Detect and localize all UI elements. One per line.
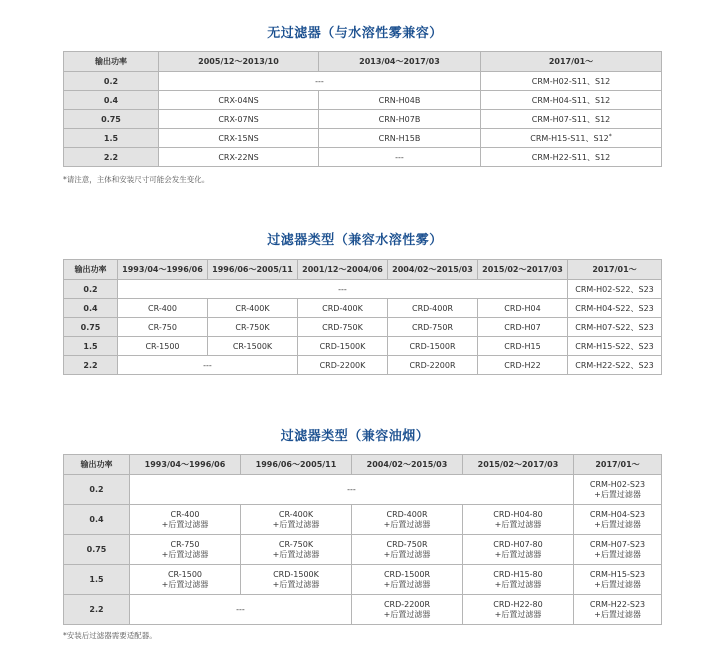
table3-header-row	[64, 455, 662, 475]
model-cell	[481, 129, 662, 148]
model-text: CRM-H02-S23	[589, 479, 646, 489]
model-cell: CRD-2200K	[298, 356, 388, 375]
suffix-text: +后置过滤器	[272, 549, 320, 559]
model-cell	[130, 505, 241, 535]
power-cell: 2.2	[64, 595, 130, 625]
model-cell	[352, 595, 463, 625]
power-cell: 0.2	[64, 280, 118, 299]
table2-header: 2001/12～2004/06	[298, 260, 388, 280]
model-cell: CRD-750R	[388, 318, 478, 337]
model-cell: CRD-H04	[478, 299, 568, 318]
table2-header: 1996/06～2005/11	[208, 260, 298, 280]
table3-title: 过滤器类型（兼容油烟）	[280, 429, 430, 444]
table1-header-row	[64, 52, 662, 72]
model-cell: CRM-H04-S22、S23	[568, 299, 662, 318]
model-cell: CRD-H07	[478, 318, 568, 337]
table1-note: *请注意，主体和安装尺寸可能会发生变化。	[63, 175, 210, 184]
model-cell: CRX-22NS	[159, 148, 319, 167]
table2-title: 过滤器类型（兼容水溶性雾）	[267, 233, 443, 248]
model-cell: CRX-15NS	[159, 129, 319, 148]
table1-title: 无过滤器（与水溶性雾兼容）	[267, 26, 443, 41]
model-cell: CRN-H07B	[319, 110, 481, 129]
model-cell: CRM-H22-S11、S12	[481, 148, 662, 167]
table2-header: 1993/04～1996/06	[118, 260, 208, 280]
power-cell: 0.75	[64, 318, 118, 337]
suffix-text: +后置过滤器	[383, 579, 431, 589]
suffix-text: +后置过滤器	[594, 519, 641, 529]
power-cell: 0.4	[64, 91, 159, 110]
power-cell: 0.4	[64, 299, 118, 318]
model-cell	[463, 535, 574, 565]
table2	[63, 259, 662, 375]
table-row	[64, 565, 662, 595]
table2-header-row	[64, 260, 662, 280]
suffix-text: +后置过滤器	[494, 519, 542, 529]
model-cell: CRD-H22	[478, 356, 568, 375]
table1	[63, 51, 662, 167]
table3-header: 1996/06～2005/11	[241, 455, 352, 475]
table-row	[64, 535, 662, 565]
suffix-text: +后置过滤器	[494, 609, 542, 619]
model-cell	[463, 565, 574, 595]
model-cell	[241, 505, 352, 535]
table3-header: 2017/01～	[574, 455, 662, 475]
model-cell: CRM-H15-S22、S23	[568, 337, 662, 356]
suffix-text: +后置过滤器	[594, 609, 641, 619]
model-cell: CRD-2200R	[388, 356, 478, 375]
model-cell: CRX-04NS	[159, 91, 319, 110]
model-cell: CRM-H02-S22、S23	[568, 280, 662, 299]
suffix-text: +后置过滤器	[494, 579, 542, 589]
table-row	[64, 148, 662, 167]
table-row	[64, 318, 662, 337]
power-cell: 0.75	[64, 110, 159, 129]
table3-header: 1993/04～1996/06	[130, 455, 241, 475]
model-cell	[574, 595, 662, 625]
table1-header: 2013/04～2017/03	[319, 52, 481, 72]
model-cell: CR-750K	[208, 318, 298, 337]
table-row	[64, 110, 662, 129]
model-text: CR-1500	[167, 569, 203, 579]
table1-header: 2005/12～2013/10	[159, 52, 319, 72]
model-text: CRD-400R	[386, 509, 428, 519]
model-text: CRD-H07-80	[493, 539, 543, 549]
suffix-text: +后置过滤器	[383, 519, 431, 529]
model-cell: CRM-H22-S22、S23	[568, 356, 662, 375]
model-cell: CRD-400R	[388, 299, 478, 318]
power-cell: 2.2	[64, 356, 118, 375]
suffix-text: +后置过滤器	[594, 579, 641, 589]
table2-header: 2004/02～2015/03	[388, 260, 478, 280]
suffix-text: +后置过滤器	[161, 519, 209, 529]
model-text: CR-400	[170, 509, 200, 519]
table-row	[64, 129, 662, 148]
table-row	[64, 475, 662, 505]
footnote-mark: *	[608, 132, 612, 140]
model-cell: CRD-400K	[298, 299, 388, 318]
model-cell: CR-400	[118, 299, 208, 318]
suffix-text: +后置过滤器	[594, 489, 641, 499]
model-text: CR-750K	[278, 539, 314, 549]
model-cell: CR-400K	[208, 299, 298, 318]
table-row	[64, 299, 662, 318]
model-cell	[130, 535, 241, 565]
empty-cell: ---	[130, 595, 352, 625]
model-cell	[463, 505, 574, 535]
model-cell: CR-750	[118, 318, 208, 337]
table-row	[64, 91, 662, 110]
table1-header: 2017/01～	[481, 52, 662, 72]
power-cell: 1.5	[64, 337, 118, 356]
power-cell: 0.4	[64, 505, 130, 535]
empty-cell: ---	[118, 280, 568, 299]
model-cell: CR-1500	[118, 337, 208, 356]
model-cell	[352, 565, 463, 595]
model-cell: CRN-H15B	[319, 129, 481, 148]
empty-cell: ---	[319, 148, 481, 167]
suffix-text: +后置过滤器	[383, 549, 431, 559]
table-row	[64, 505, 662, 535]
empty-cell: ---	[130, 475, 574, 505]
model-text: CRD-1500K	[273, 569, 319, 579]
model-cell	[352, 535, 463, 565]
table2-header: 2017/01～	[568, 260, 662, 280]
power-cell: 1.5	[64, 565, 130, 595]
model-cell: CRM-H07-S22、S23	[568, 318, 662, 337]
model-text: CRD-H15-80	[493, 569, 543, 579]
model-text: CRM-H07-S23	[589, 539, 646, 549]
suffix-text: +后置过滤器	[161, 579, 209, 589]
table-row	[64, 280, 662, 299]
table-row	[64, 72, 662, 91]
model-cell: CRD-750K	[298, 318, 388, 337]
table-row	[64, 337, 662, 356]
model-text: CRD-2200R	[383, 599, 431, 609]
power-cell: 0.75	[64, 535, 130, 565]
model-cell: CRD-1500R	[388, 337, 478, 356]
model-cell	[130, 565, 241, 595]
power-cell: 0.2	[64, 475, 130, 505]
power-cell: 0.2	[64, 72, 159, 91]
model-text: CRM-H22-S23	[589, 599, 646, 609]
model-cell: CRM-H04-S11、S12	[481, 91, 662, 110]
table2-header: 输出功率	[64, 260, 118, 280]
model-text: CR-400K	[278, 509, 314, 519]
table3-header: 2015/02～2017/03	[463, 455, 574, 475]
model-cell	[574, 505, 662, 535]
empty-cell: ---	[118, 356, 298, 375]
model-text: CRD-750R	[386, 539, 428, 549]
table1-header: 输出功率	[64, 52, 159, 72]
model-text: CRD-H04-80	[493, 509, 543, 519]
model-text: CRM-H04-S23	[589, 509, 646, 519]
suffix-text: +后置过滤器	[594, 549, 641, 559]
table-row	[64, 595, 662, 625]
table3-note: *安装后过滤器需要适配器。	[63, 631, 157, 640]
model-cell	[352, 505, 463, 535]
suffix-text: +后置过滤器	[383, 609, 431, 619]
model-cell: CRD-1500K	[298, 337, 388, 356]
suffix-text: +后置过滤器	[272, 519, 320, 529]
model-cell	[241, 535, 352, 565]
table3-header: 输出功率	[64, 455, 130, 475]
model-cell	[574, 535, 662, 565]
model-cell: CR-1500K	[208, 337, 298, 356]
model-cell	[574, 565, 662, 595]
model-cell	[463, 595, 574, 625]
power-cell: 1.5	[64, 129, 159, 148]
model-cell: CRM-H02-S11、S12	[481, 72, 662, 91]
table3	[63, 454, 662, 625]
suffix-text: +后置过滤器	[161, 549, 209, 559]
model-cell: CRX-07NS	[159, 110, 319, 129]
model-text: CR-750	[170, 539, 200, 549]
model-text: CRM-H15-S23	[589, 569, 646, 579]
model-text: CRM-H15-S11、S12	[530, 133, 609, 143]
model-cell: CRD-H15	[478, 337, 568, 356]
model-cell: CRN-H04B	[319, 91, 481, 110]
model-text: CRD-H22-80	[493, 599, 543, 609]
empty-cell: ---	[159, 72, 481, 91]
table3-header: 2004/02～2015/03	[352, 455, 463, 475]
suffix-text: +后置过滤器	[494, 549, 542, 559]
model-cell	[241, 565, 352, 595]
table2-header: 2015/02～2017/03	[478, 260, 568, 280]
model-cell: CRM-H07-S11、S12	[481, 110, 662, 129]
model-cell	[574, 475, 662, 505]
power-cell: 2.2	[64, 148, 159, 167]
model-text: CRD-1500R	[383, 569, 431, 579]
table-row	[64, 356, 662, 375]
suffix-text: +后置过滤器	[272, 579, 320, 589]
